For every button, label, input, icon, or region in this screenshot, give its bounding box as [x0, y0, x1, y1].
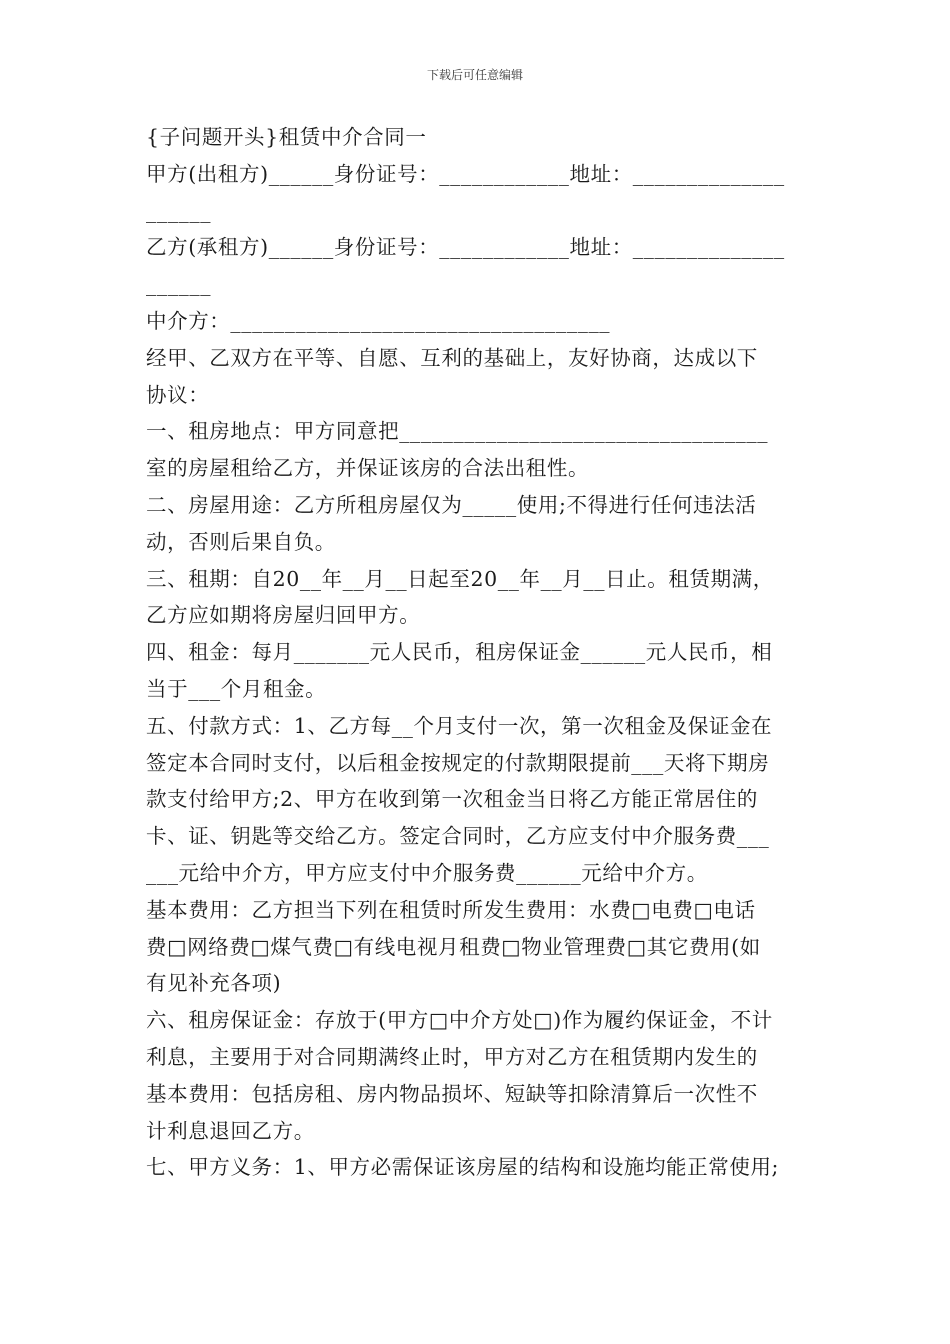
- text-line: 五、付款方式：1、乙方每__个月支付一次，第一次租金及保证金在: [146, 713, 773, 738]
- header-note: 下载后可任意编辑: [426, 68, 523, 82]
- text-line: 七、甲方义务：1、甲方必需保证该房屋的结构和设施均能正常使用;: [146, 1155, 780, 1180]
- text-line: 动，否则后果自负。: [146, 529, 336, 554]
- text-line: 卡、证、钥匙等交给乙方。签定合同时，乙方应支付中介服务费___: [146, 824, 770, 849]
- text-line: 计利息退回乙方。: [146, 1118, 315, 1143]
- text-line: 基本费用：包括房租、房内物品损坏、短缺等扣除清算后一次性不: [146, 1081, 758, 1106]
- text-line: 有见补充各项): [146, 971, 282, 996]
- text-line: 乙方应如期将房屋归回甲方。: [146, 603, 421, 628]
- text-line: 经甲、乙双方在平等、自愿、互利的基础上，友好协商，达成以下: [146, 345, 758, 370]
- document-body: [146, 119, 810, 1186]
- text-line: 六、租房保证金：存放于(甲方□中介方处□)作为履约保证金，不计: [146, 1008, 773, 1033]
- text-line: ______: [146, 198, 212, 223]
- text-line: 当于___个月租金。: [146, 676, 327, 701]
- text-line: 签定本合同时支付，以后租金按规定的付款期限提前___天将下期房: [146, 750, 770, 775]
- text-line: 二、房屋用途：乙方所租房屋仅为_____使用;不得进行任何违法活: [146, 492, 757, 517]
- text-line: 室的房屋租给乙方，并保证该房的合法出租性。: [146, 456, 590, 481]
- text-line: ___元给中介方，甲方应支付中介服务费______元给中介方。: [146, 860, 708, 885]
- text-line: 三、租期：自20__年__月__日起至20__年__月__日止。租赁期满，: [146, 566, 774, 591]
- text-line: 四、租金：每月_______元人民币，租房保证金______元人民币，相: [146, 640, 773, 665]
- text-line: 款支付给甲方;2、甲方在收到第一次租金当日将乙方能正常居住的: [146, 787, 758, 812]
- text-line: 一、租房地点：甲方同意把__________________________________: [146, 419, 769, 444]
- text-line: 甲方(出租方)______身份证号：____________地址：______________: [146, 161, 785, 186]
- text-line: 利息，主要用于对合同期满终止时，甲方对乙方在租赁期内发生的: [146, 1044, 758, 1069]
- text-line: 中介方：___________________________________: [146, 308, 611, 333]
- text-line: 基本费用：乙方担当下列在租赁时所发生费用：水费□电费□电话: [146, 897, 756, 922]
- text-line: 费□网络费□煤气费□有线电视月租费□物业管理费□其它费用(如: [146, 934, 761, 959]
- text-line: 乙方(承租方)______身份证号：____________地址：______________: [146, 235, 785, 260]
- document-title: {子问题开头}租赁中介合同一: [146, 125, 427, 149]
- text-line: 协议：: [146, 382, 210, 407]
- text-line: ______: [146, 272, 212, 297]
